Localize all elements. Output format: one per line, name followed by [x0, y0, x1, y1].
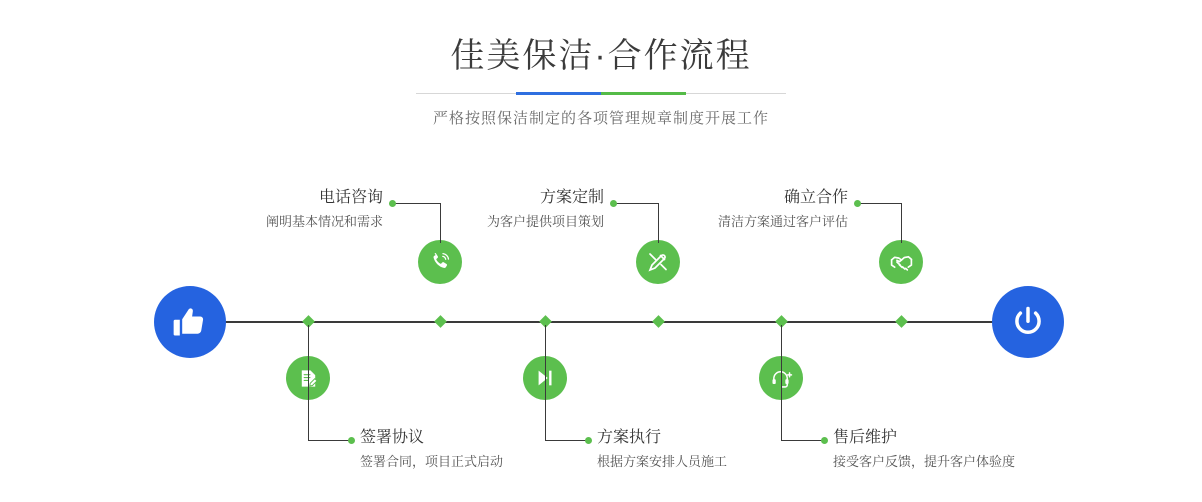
page-subtitle: 严格按照保洁制定的各项管理规章制度开展工作: [432, 110, 769, 127]
page-title: 佳美保洁·合作流程: [450, 37, 752, 75]
step-2-desc: 签署合同，项目正式启动: [360, 454, 504, 469]
step-1-label: [133, 187, 383, 232]
step-2-connector-horizontal: [308, 440, 350, 441]
step-5-dot: [854, 200, 861, 207]
step-5-desc: 清洁方案通过客户评估: [717, 214, 848, 229]
step-2-title: 签署协议: [360, 429, 425, 446]
step-2-connector-vertical: [308, 325, 309, 440]
step-6-connector-vertical: [781, 325, 782, 440]
step-5-icon-circle: [879, 240, 923, 284]
step-4-desc: 根据方案安排人员施工: [597, 454, 728, 469]
step-6-label: [833, 427, 1133, 472]
step-5-connector-horizontal: [858, 203, 902, 204]
step-6-dot: [821, 437, 828, 444]
phone-icon: [428, 250, 452, 274]
step-4-title: 方案执行: [597, 429, 662, 446]
step-1-icon-circle: [418, 240, 462, 284]
handshake-icon: [889, 250, 914, 275]
end-node: [992, 286, 1064, 358]
step-6-connector-horizontal: [781, 440, 823, 441]
step-6-desc: 接受客户反馈，提升客户体验度: [833, 454, 1016, 469]
step-3-icon-circle: [636, 240, 680, 284]
pen-ruler-icon: [646, 250, 670, 274]
axis-marker-1: [434, 315, 447, 328]
power-icon: [1009, 303, 1047, 341]
step-5-label: [598, 187, 848, 232]
step-3-label: [354, 187, 604, 232]
step-1-desc: 阐明基本情况和需求: [265, 214, 383, 229]
start-node: [154, 286, 226, 358]
step-2-label: [360, 427, 620, 472]
step-5-connector-vertical: [901, 203, 902, 243]
axis-marker-3: [652, 315, 665, 328]
step-3-desc: 为客户提供项目策划: [486, 214, 604, 229]
thumbs-up-icon: [172, 304, 208, 340]
step-3-title: 方案定制: [539, 189, 604, 206]
step-6-title: 售后维护: [833, 429, 898, 446]
step-4-label: [597, 427, 857, 472]
step-4-connector-vertical: [545, 325, 546, 440]
axis-marker-5: [895, 315, 908, 328]
step-1-title: 电话咨询: [318, 189, 383, 206]
step-4-dot: [585, 437, 592, 444]
step-5-title: 确立合作: [783, 189, 848, 206]
step-4-connector-horizontal: [545, 440, 587, 441]
step-2-dot: [348, 437, 355, 444]
